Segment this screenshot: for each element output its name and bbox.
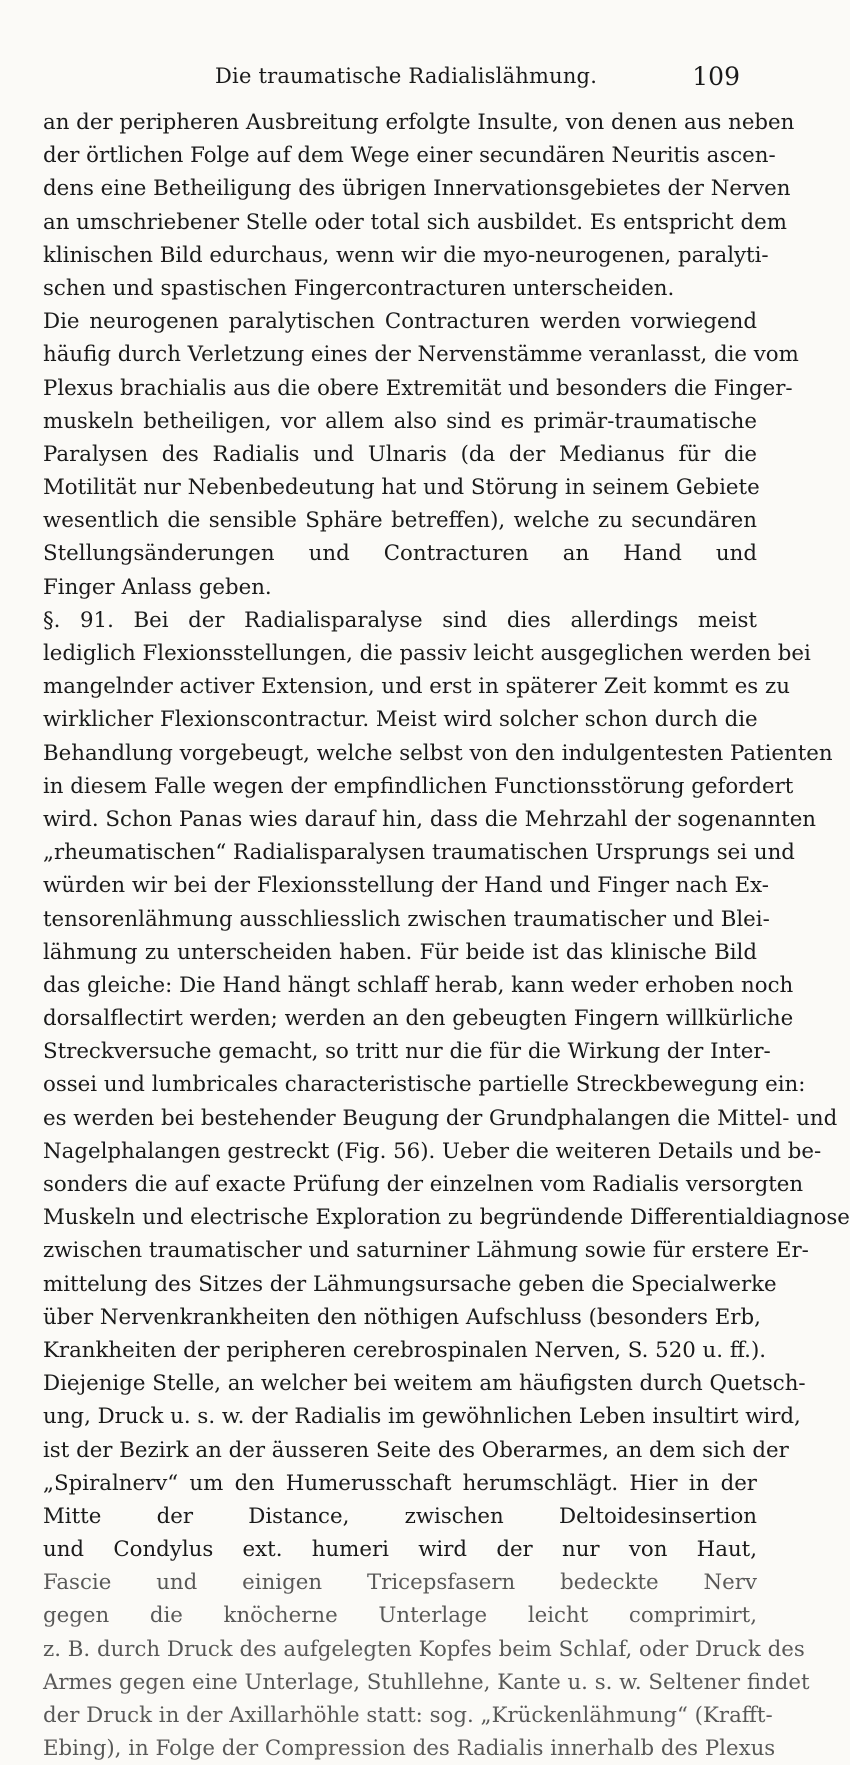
body-text (43, 106, 850, 1765)
text-line: Diejenige Stelle, an welcher bei weitem am häufigsten durch Quetsch- (43, 1371, 806, 1397)
running-header (215, 62, 750, 94)
text-line: über Nervenkrankheiten den nöthigen Aufschluss (besonders Erb, (43, 1304, 761, 1330)
text-line: gegen die knöcherne Unterlage leicht comprimirt, (43, 1603, 757, 1629)
text-line: lähmung zu unterscheiden haben. Für beide ist das klinische Bild (43, 939, 757, 965)
text-line: ossei und lumbricales characteristische partielle Streckbewegung ein: (43, 1072, 806, 1098)
text-line: ist der Bezirk an der äusseren Seite des Oberarmes, an dem sich der (43, 1437, 789, 1463)
text-line: Krankheiten der peripheren cerebrospinalen Nerven, S. 520 u. ff.). (43, 1337, 767, 1363)
text-line: klinischen Bild edurchaus, wenn wir die myo-neurogenen, paralyti- (43, 242, 769, 268)
text-line: Behandlung vorgebeugt, welche selbst von den indulgentesten Patienten (43, 740, 833, 766)
text-line: ung, Druck u. s. w. der Radialis im gewöhnlichen Leben insultirt wird, (43, 1404, 801, 1430)
text-line: Ebing), in Folge der Compression des Radialis innerhalb des Plexus (43, 1736, 776, 1762)
text-line: schen und spastischen Fingercontracturen unterscheiden. (43, 275, 675, 301)
text-line: z. B. durch Druck des aufgelegten Kopfes beim Schlaf, oder Druck des (43, 1636, 805, 1662)
text-line: Muskeln und electrische Exploration zu begründende Differentialdiagnose (43, 1205, 850, 1231)
text-line: §. 91. Bei der Radialisparalyse sind dies allerdings meist (43, 607, 757, 633)
text-line: an umschriebener Stelle oder total sich ausbildet. Es entspricht dem (43, 209, 787, 235)
text-line: mittelung des Sitzes der Lähmungsursache geben die Specialwerke (43, 1271, 777, 1297)
text-line: Fascie und einigen Tricepsfasern bedeckte Nerv (43, 1570, 757, 1596)
text-line: der Druck in der Axillarhöhle statt: sog. „Krückenlähmung“ (Krafft- (43, 1703, 773, 1728)
text-line: Motilität nur Nebenbedeutung hat und Störung in seinem Gebiete (43, 475, 760, 501)
text-line: muskeln betheiligen, vor allem also sind es primär-traumatische (43, 408, 757, 434)
text-line: wirklicher Flexionscontractur. Meist wird solcher schon durch die (43, 707, 758, 733)
text-line: wird. Schon Panas wies darauf hin, dass die Mehrzahl der sogenannten (43, 806, 817, 832)
text-line: „Spiralnerv“ um den Humerusschaft herumschlägt. Hier in der (43, 1470, 757, 1496)
text-line: mangelnder activer Extension, und erst in späterer Zeit kommt es zu (43, 674, 790, 700)
text-line: häufig durch Verletzung eines der Nervenstämme veranlasst, die vom (43, 342, 799, 368)
running-title: Die traumatische Radialislähmung. (215, 64, 598, 88)
text-line: das gleiche: Die Hand hängt schlaff herab, kann weder erhoben noch (43, 972, 794, 998)
text-line: tensorenlähmung ausschliesslich zwischen traumatischer und Blei- (43, 906, 770, 932)
text-line: zwischen traumatischer und saturniner Lähmung sowie für erstere Er- (43, 1238, 809, 1264)
text-line: der örtlichen Folge auf dem Wege einer secundären Neuritis ascen- (43, 143, 776, 169)
text-line: an der peripheren Ausbreitung erfolgte Insulte, von denen aus neben (43, 110, 795, 135)
text-line: Stellungsänderungen und Contracturen an Hand und (43, 541, 757, 567)
text-line: und Condylus ext. humeri wird der nur von Haut, (43, 1537, 757, 1563)
text-line: würden wir bei der Flexionsstellung der Hand und Finger nach Ex- (43, 873, 769, 899)
text-line: dens eine Betheiligung des übrigen Innervationsgebietes der Nerven (43, 176, 791, 202)
page-number: 109 (692, 62, 740, 91)
text-line: Paralysen des Radialis und Ulnaris (da der Medianus für die (43, 441, 757, 467)
text-line: Nagelphalangen gestreckt (Fig. 56). Ueber die weiteren Details und be- (43, 1138, 822, 1164)
text-line: es werden bei bestehender Beugung der Grundphalangen die Mittel- und (43, 1105, 838, 1131)
text-line: Mitte der Distance, zwischen Deltoidesinsertion (43, 1503, 757, 1529)
text-line: sonders die auf exacte Prüfung der einzelnen vom Radialis versorgten (43, 1172, 804, 1197)
text-line: dorsalflectirt werden; werden an den gebeugten Fingern willkürliche (43, 1006, 794, 1032)
text-line: Die neurogenen paralytischen Contracturen werden vorwiegend (43, 309, 757, 335)
text-line: Finger Anlass geben. (43, 574, 272, 600)
text-line: lediglich Flexionsstellungen, die passiv leicht ausgeglichen werden bei (43, 641, 811, 666)
text-line: wesentlich die sensible Sphäre betreffen), welche zu secundären (43, 508, 757, 534)
text-line: in diesem Falle wegen der empfindlichen Functionsstörung gefordert (43, 773, 794, 799)
text-line: Plexus brachialis aus die obere Extremität und besonders die Finger- (43, 375, 793, 401)
text-line: „rheumatischen“ Radialisparalysen traumatischen Ursprungs sei und (43, 840, 795, 866)
text-line: Armes gegen eine Unterlage, Stuhllehne, Kante u. s. w. Seltener findet (43, 1669, 810, 1695)
text-line: Streckversuche gemacht, so tritt nur die für die Wirkung der Inter- (43, 1039, 771, 1065)
